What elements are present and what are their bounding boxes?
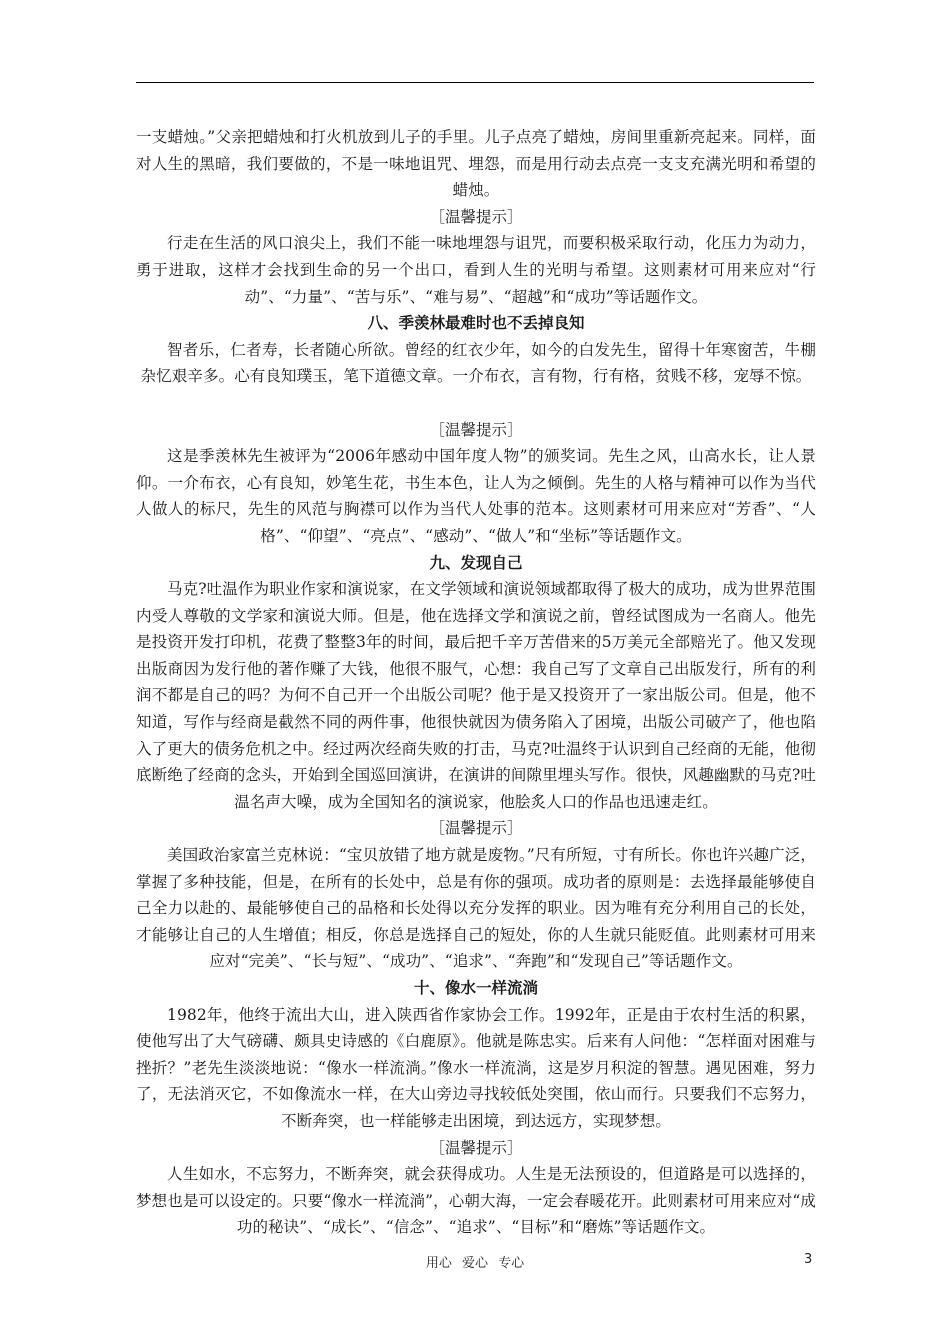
- tip-label: ［温馨提示］: [429, 420, 523, 439]
- paragraph: 一支蜡烛。”父亲把蜡烛和打火机放到儿子的手里。儿子点亮了蜡烛，房间里重新亮起来。同样，面对人生的黑暗，我们要做的，不是一味地诅咒、埋怨，而是用行动去点亮一支支充满光明和希望的蜡烛。: [136, 128, 816, 200]
- paragraph: 马克?吐温作为职业作家和演说家，在文学领域和演说领域都取得了极大的成功，成为世界范围内受人尊敬的文学家和演说大师。但是，他在选择文学和演说之前，曾经试图成为一名商人。他先是投资开发打印机，花费了整整3年的时间，最后把千辛万苦借来的5万美元全部赔光了。他又发现出版商因为发行他的著作赚了大钱，他很不服气，心想：我自己写了文章自己出版发行，所有的利润不都是自己的吗？为何不自己开一个出版公司呢？他于是又投资开了一家出版公司。但是，他不知道，写作与经商是截然不同的两件事，他很快就因为债务陷入了困境，出版公司破产了，他也陷入了更大的债务危机之中。经过两次经商失败的打击，马克?吐温终于认识到自己经商的无能，他彻底断绝了经商的念头，开始到全国巡回演讲，在演讲的间隙里埋头写作。很快，风趣幽默的马克?吐温名声大噪，成为全国知名的演说家，他脍炙人口的作品也迅速走红。: [136, 580, 816, 811]
- tip-label: ［温馨提示］: [429, 819, 523, 838]
- paragraph: 这是季羡林先生被评为“2006年感动中国年度人物”的颁奖词。先生之风，山高水长，让人景仰。一介布衣，心有良知，妙笔生花，书生本色，让人为之倾倒。先生的人格与精神可以作为当代人做人的标尺，先生的风范与胸襟可以作为当代人处事的范本。这则素材可用来应对“芳香”、“人格”、“仰望”、“亮点”、“感动”、“做人”和“坐标”等话题作文。: [136, 447, 816, 545]
- paragraph: 人生如水，不忘努力，不断奔突，就会获得成功。人生是无法预设的，但道路是可以选择的，梦想也是可以设定的。只要“像水一样流淌”，心朝大海，一定会春暖花开。此则素材可用来应对“成功的秘诀”、“成长”、“信念”、“追求”、“目标”和“磨炼”等话题作文。: [136, 1165, 816, 1237]
- section-heading: 九、发现自己: [429, 553, 523, 572]
- tip-label: ［温馨提示］: [429, 1138, 523, 1157]
- section-heading: 八、季羡林最难时也不丢掉良知: [367, 314, 585, 333]
- page-number: 3: [804, 1252, 813, 1267]
- paragraph: 智者乐，仁者寿，长者随心所欲。曾经的红衣少年，如今的白发先生，留得十年寒窗苦，牛棚杂忆艰辛多。心有良知璞玉，笔下道德文章。一介布衣，言有物，行有格，贫贱不移，宠辱不惊。: [140, 340, 816, 386]
- page-footer: 用心 爱心 专心: [425, 1256, 525, 1271]
- paragraph: 行走在生活的风口浪尖上，我们不能一味地埋怨与诅咒，而要积极采取行动，化压力为动力，勇于进取，这样才会找到生命的另一个出口，看到人生的光明与希望。这则素材可用来应对“行动”、“力量”、“苦与乐”、“难与易”、“超越”和“成功”等话题作文。: [136, 234, 816, 306]
- section-heading: 十、像水一样流淌: [413, 979, 538, 997]
- document-body: [136, 124, 816, 1241]
- tip-label: ［温馨提示］: [429, 207, 523, 226]
- paragraph: 1982年，他终于流出大山，进入陕西省作家协会工作。1992年，正是由于农村生活的积累，使他写出了大气磅礴、颇具史诗感的《白鹿原》。他就是陈忠实。后来有人问他：“怎样面对困难与挫折？”老先生淡淡地说：“像水一样流淌。”像水一样流淌，这是岁月积淀的智慧。遇见困难，努力了，无法消灭它，不如像流水一样，在大山旁边寻找较低处突围，依山而行。只要我们不忘努力，不断奔突，也一样能够走出困境，到达远方，实现梦想。: [136, 1005, 816, 1130]
- header-rule: [136, 82, 814, 83]
- paragraph: 美国政治家富兰克林说：“宝贝放错了地方就是废物。”尺有所短，寸有所长。你也许兴趣广泛，掌握了多种技能，但是，在所有的长处中，总是有你的强项。成功者的原则是：去选择最能够使自己全力以赴的、最能够使自己的品格和长处得以充分发挥的职业。因为唯有充分利用自己的长处，才能够让自己的人生增值；相反，你总是选择自己的短处，你的人生就只能贬值。此则素材可用来应对“完美”、“长与短”、“成功”、“追求”、“奔跑”和“发现自己”等话题作文。: [136, 846, 816, 971]
- blank-line: [136, 390, 816, 417]
